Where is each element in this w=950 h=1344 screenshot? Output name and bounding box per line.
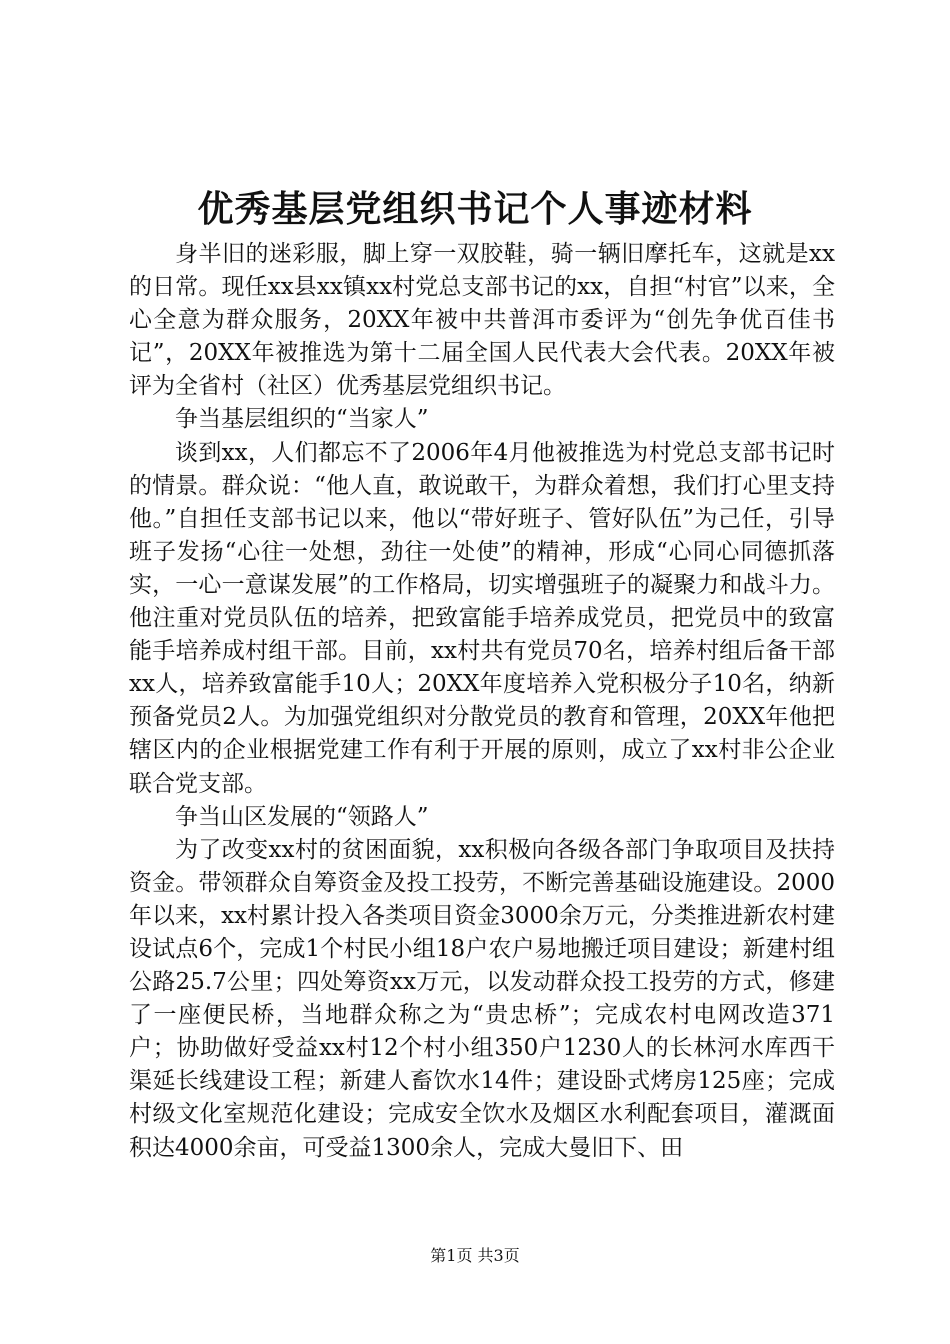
paragraph-intro: 身半旧的迷彩服，脚上穿一双胶鞋，骑一辆旧摩托车，这就是xx的日常。现任xx县xx镇xx村党总支部书记的xx，自担“村官”以来，全心全意为群众服务，20XX年被中共普洱市委评为“创先争优百佳书记”，20XX年被推选为第十二届全国人民代表大会代表。20XX年被评为全省村（社区）优秀基层党组织书记。 (129, 241, 835, 400)
section-heading-1: 争当基层组织的“当家人” (175, 406, 429, 433)
page-footer: 第1页 共3页 (430, 1246, 520, 1265)
section-heading-2: 争当山区发展的“领路人” (175, 803, 429, 830)
document-title: 优秀基层党组织书记个人事迹材料 (197, 188, 753, 230)
document-body (129, 238, 835, 1165)
paragraph-section-1: 谈到xx，人们都忘不了2006年4月他被推选为村党总支部书记时的情景。群众说：“他人直，敢说敢干，为群众着想，我们打心里支持他。”自担任支部书记以来，他以“带好班子、管好队伍”为己任，引导班子发扬“心往一处想，劲往一处使”的精神，形成“心同心同德抓落实，一心一意谋发展”的工作格局，切实增强班子的凝聚力和战斗力。他注重对党员队伍的培养，把致富能手培养成党员，把党员中的致富能手培养成村组干部。目前，xx村共有党员70名，培养村组后备干部xx人，培养致富能手10人；20XX年度培养入党积极分子10名，纳新预备党员2人。为加强党组织对分散党员的教育和管理，20XX年他把辖区内的企业根据党建工作有利于开展的原则，成立了xx村非公企业联合党支部。 (129, 439, 835, 797)
paragraph-section-2: 为了改变xx村的贫困面貌，xx积极向各级各部门争取项目及扶持资金。带领群众自筹资金及投工投劳，不断完善基础设施建设。2000年以来，xx村累计投入各类项目资金3000余万元，分类推进新农村建设试点6个，完成1个村民小组18户农户易地搬迁项目建设；新建村组公路25.7公里；四处筹资xx万元，以发动群众投工投劳的方式，修建了一座便民桥，当地群众称之为“贵忠桥”；完成农村电网改造371户；协助做好受益xx村12个村小组350户1230人的长林河水库西干渠延长线建设工程；新建人畜饮水14件；建设卧式烤房125座；完成村级文化室规范化建设；完成安全饮水及烟区水利配套项目，灌溉面积达4000余亩，可受益1300余人，完成大曼旧下、田 (129, 836, 835, 1161)
